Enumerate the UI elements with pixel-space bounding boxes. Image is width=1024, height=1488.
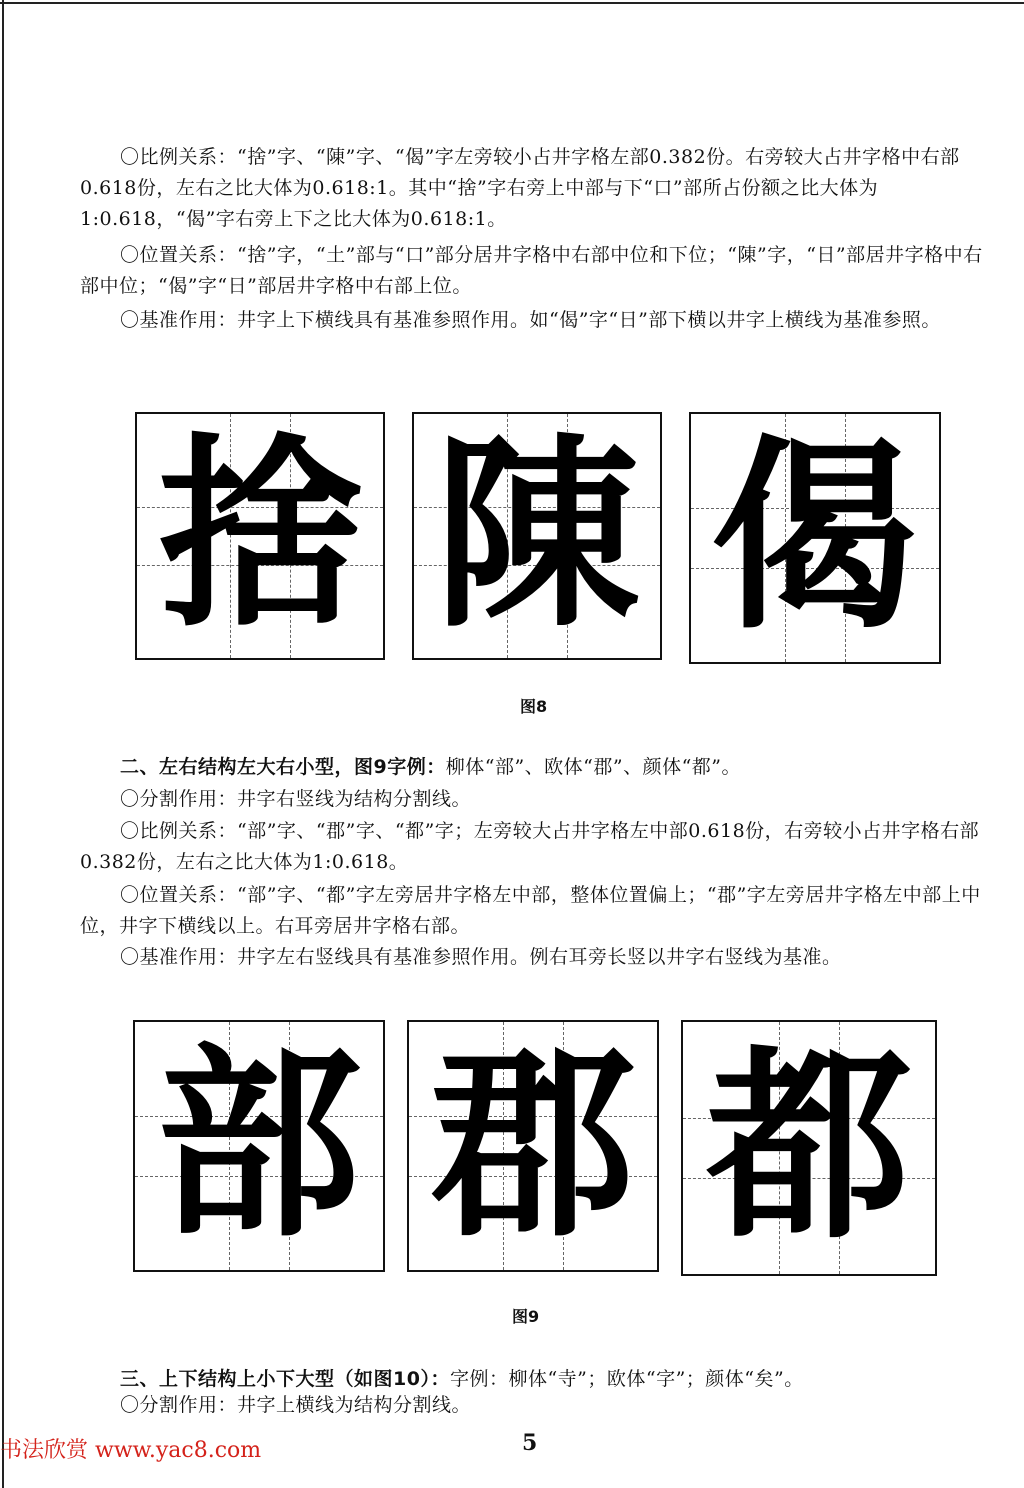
calligraphy-char: 陳 (434, 416, 640, 655)
grid-cell-2 (407, 1020, 659, 1272)
section-2-heading: 二、左右结构左大右小型，图9字例：柳体“部”、欧体“郡”、颜体“都”。 (120, 756, 742, 778)
figure-9 (133, 1020, 937, 1276)
page-edge-left (2, 0, 4, 1488)
paragraph-split: 〇分割作用：井字右竖线为结构分割线。 (120, 788, 472, 810)
calligraphy-char: 偈 (712, 418, 918, 657)
grid-cell-3 (689, 412, 941, 664)
grid-cell-3 (681, 1020, 937, 1276)
paragraph-split-3: 〇分割作用：井字上横线为结构分割线。 (120, 1394, 472, 1416)
page-number: 5 (522, 1430, 538, 1456)
paragraph-position-2: 〇位置关系：“部”字、“都”字左旁居井字格左中部，整体位置偏上；“郡”字左旁居井字格左中部上中位，井字下横线以上。右耳旁居井字格右部。 (80, 884, 981, 937)
paragraph-baseline-2: 〇基准作用：井字左右竖线具有基准参照作用。例右耳旁长竖以井字右竖线为基准。 (120, 946, 842, 968)
page-edge-top (0, 2, 1024, 4)
calligraphy-char: 部 (156, 1026, 362, 1265)
paragraph-baseline: 〇基准作用：井字上下横线具有基准参照作用。如“偈”字“日”部下横以井字上横线为基准参照。 (120, 309, 941, 331)
figure-9-caption: 图9 (512, 1307, 540, 1326)
paragraph-position: 〇位置关系：“捨”字，“土”部与“口”部分居井字格中右部中位和下位；“陳”字，“日”部居井字格中右部中位；“偈”字“日”部居井字格中右部上位。 (80, 244, 983, 297)
calligraphy-char: 捨 (157, 416, 363, 655)
watermark-footer: 书法欣赏 www.yac8.com (0, 1438, 262, 1463)
grid-cell-1 (135, 412, 385, 660)
figure-8 (135, 412, 941, 664)
figure-8-caption: 图8 (520, 697, 548, 716)
grid-cell-1 (133, 1020, 385, 1272)
paragraph-proportion-2: 〇比例关系：“部”字、“郡”字、“都”字；左旁较大占井字格左中部0.618份，右旁较小占井字格右部0.382份，左右之比大体为1:0.618。 (80, 820, 980, 873)
calligraphy-char: 郡 (430, 1026, 636, 1265)
calligraphy-char: 都 (706, 1028, 912, 1267)
grid-cell-2 (412, 412, 662, 660)
paragraph-proportion: 〇比例关系：“捨”字、“陳”字、“偈”字左旁较小占井字格左部0.382份。右旁较大占井字格中右部0.618份，左右之比大体为0.618:1。其中“捨”字右旁上中部与下“口”部所占份额之比大体为1:0.618，“偈”字右旁上下之比大体为0.618:1。 (80, 146, 960, 230)
section-3-heading: 三、上下结构上小下大型（如图10）：字例：柳体“寺”；欧体“字”；颜体“矣”。 (120, 1368, 804, 1390)
